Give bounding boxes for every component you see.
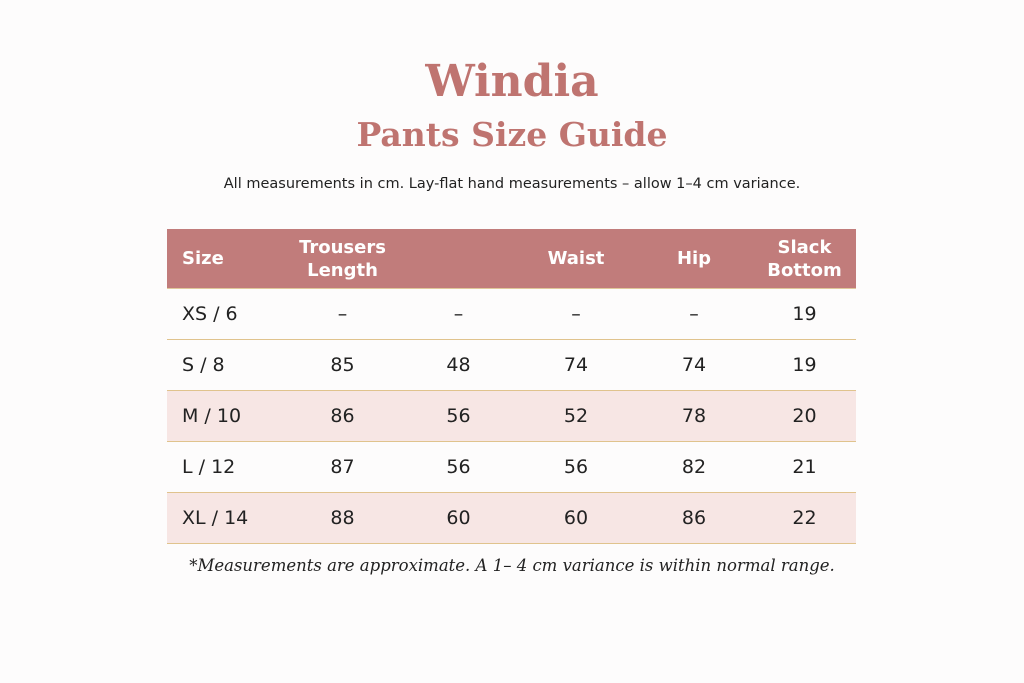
table-cell: 86 (635, 493, 753, 544)
table-cell: 21 (753, 442, 856, 493)
table-cell: 48 (400, 340, 517, 391)
table-cell: 19 (753, 289, 856, 340)
table-cell: 52 (517, 391, 635, 442)
table-row (167, 493, 856, 544)
size-cell: XS / 6 (167, 289, 285, 340)
column-header-waist: Waist (517, 229, 635, 289)
table-cell: 74 (517, 340, 635, 391)
table-cell: 20 (753, 391, 856, 442)
table-cell: – (635, 289, 753, 340)
table-cell: 56 (517, 442, 635, 493)
table-cell: – (285, 289, 400, 340)
table-row (167, 442, 856, 493)
table-cell: 74 (635, 340, 753, 391)
column-header-blank (400, 229, 517, 289)
page-title: Pants Size Guide (356, 115, 668, 154)
table-cell: 86 (285, 391, 400, 442)
table-header-row (167, 229, 856, 289)
brand-title: Windia (425, 56, 599, 107)
footnote: *Measurements are approximate. A 1– 4 cm variance is within normal range. (189, 556, 835, 575)
slack-bottom-label: Slack Bottom (767, 236, 842, 281)
table-row (167, 391, 856, 442)
table-cell: 60 (400, 493, 517, 544)
column-header-trousers-length (285, 229, 400, 289)
table-row (167, 289, 856, 340)
table-cell: 78 (635, 391, 753, 442)
size-cell: XL / 14 (167, 493, 285, 544)
table-cell: – (517, 289, 635, 340)
table-cell: 22 (753, 493, 856, 544)
table-cell: 82 (635, 442, 753, 493)
table-row (167, 340, 856, 391)
table-cell: 88 (285, 493, 400, 544)
trousers-length-label: Trousers Length (299, 236, 386, 281)
table-cell: 19 (753, 340, 856, 391)
size-cell: M / 10 (167, 391, 285, 442)
size-cell: L / 12 (167, 442, 285, 493)
table-cell: 87 (285, 442, 400, 493)
column-header-hip: Hip (635, 229, 753, 289)
measurement-note: All measurements in cm. Lay-flat hand measurements – allow 1–4 cm variance. (223, 176, 801, 192)
table-cell: 56 (400, 391, 517, 442)
table-cell: 56 (400, 442, 517, 493)
column-header-slack-bottom (753, 229, 856, 289)
table-cell: 60 (517, 493, 635, 544)
column-header-size: Size (167, 229, 285, 289)
table-cell: 85 (285, 340, 400, 391)
size-table (167, 229, 856, 544)
table-cell: – (400, 289, 517, 340)
size-cell: S / 8 (167, 340, 285, 391)
